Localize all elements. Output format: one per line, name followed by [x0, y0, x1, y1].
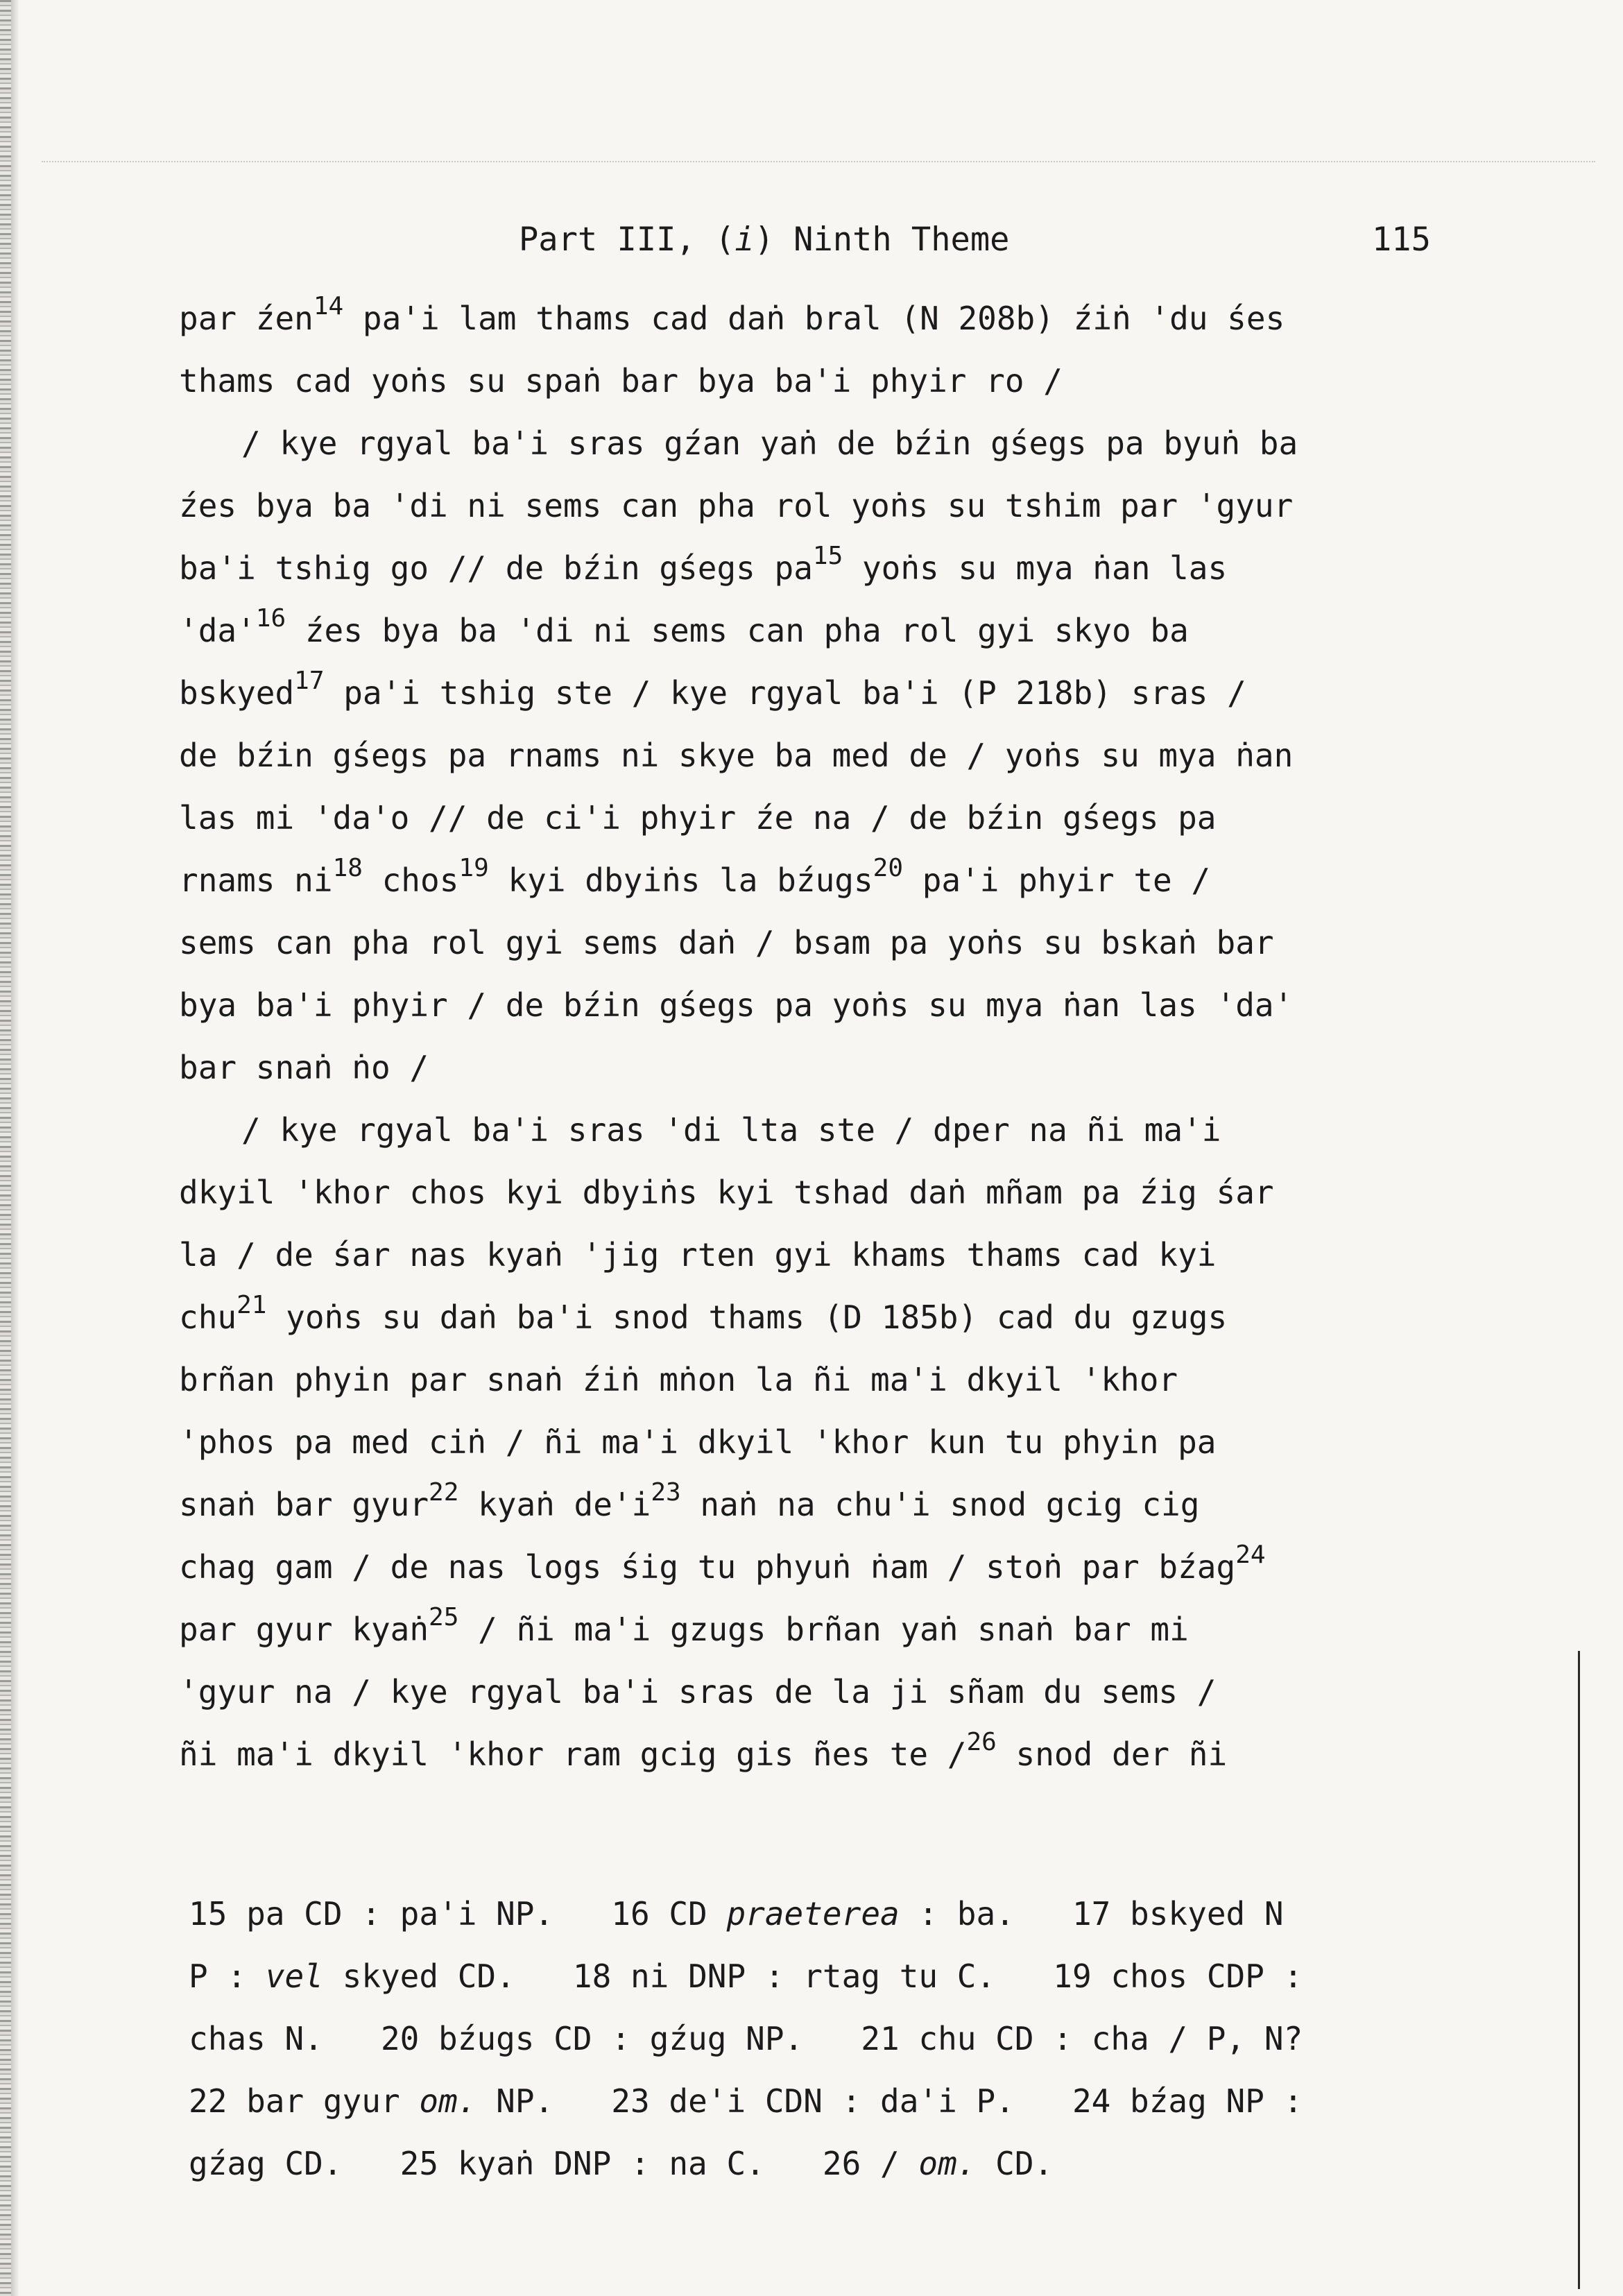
- text-line: brñan phyin par snaṅ źiṅ mṅon la ñi ma'i dkyil 'khor: [179, 1361, 1178, 1398]
- footnote-line: 15 pa CD : pa'i NP. 16 CD praeterea : ba. 17 bskyed N: [189, 1895, 1284, 1933]
- margin-rule: [1578, 1651, 1580, 2289]
- text-line: bskyed$^{17}$ pa'i tshig ste / kye rgyal ba'i (P 218b) sras /: [179, 667, 1246, 712]
- footnote-ref: 25: [429, 1603, 459, 1632]
- footnote-ref: 20: [873, 854, 904, 883]
- footnote-ref: 17: [294, 667, 325, 696]
- text-line: par źen$^{14}$ pa'i lam thams cad daṅ bral (N 208b) źiṅ 'du śes: [179, 292, 1285, 337]
- text-line: bya ba'i phyir / de bźin gśegs pa yoṅs su mya ṅan las 'da': [179, 986, 1294, 1024]
- footnote-ref: 15: [812, 542, 843, 571]
- footnote-line: P : vel skyed CD. 18 ni DNP : rtag tu C. 19 chos CDP :: [189, 1957, 1303, 1995]
- binding-edge: [0, 0, 11, 2296]
- text-line: chu$^{21}$ yoṅs su daṅ ba'i snod thams (D 185b) cad du gzugs: [179, 1291, 1228, 1336]
- text-line: thams cad yoṅs su spaṅ bar bya ba'i phyir ro /: [179, 362, 1063, 400]
- binding-shadow: [11, 0, 19, 2296]
- text-line: '$da'^{16}$ źes bya ba 'di ni sems can pha rol gyi skyo ba: [179, 604, 1189, 649]
- footnote-line: gźag CD. 25 kyaṅ DNP : na C. 26 / om. CD.: [189, 2145, 1054, 2182]
- text-line: bar snaṅ ṅo /: [179, 1049, 429, 1086]
- text-line: sems can pha rol gyi sems daṅ / bsam pa yoṅs su bskaṅ bar: [179, 924, 1274, 961]
- text-line: las mi 'da'o // de ci'i phyir źe na / de bźin gśegs pa: [179, 799, 1217, 837]
- footnote-ref: 24: [1235, 1541, 1266, 1570]
- text-line: 'phos pa med ciṅ / ñi ma'i dkyil 'khor kun tu phyin pa: [179, 1423, 1217, 1461]
- text-line: ñi ma'i dkyil 'khor ram gcig gis ñes te /$^{26}$ snod der ñi: [179, 1728, 1228, 1773]
- text-line: la / de śar nas kyaṅ 'jig rten gyi khams thams cad kyi: [179, 1236, 1217, 1274]
- running-title: Part III, (i) Ninth Theme: [519, 221, 1010, 259]
- text-line: / kye rgyal ba'i sras 'di lta ste / dper na ñi ma'i: [241, 1111, 1221, 1149]
- text-line: / kye rgyal ba'i sras gźan yaṅ de bźin gśegs pa byuṅ ba: [241, 425, 1298, 462]
- text-line: snaṅ bar gyur$^{22}$ kyaṅ $de'i^{23}$ naṅ na chu'i snod gcig cig: [179, 1478, 1200, 1523]
- running-header: [0, 221, 1623, 262]
- footnote-ref: 21: [237, 1291, 267, 1320]
- footnote-ref: 14: [313, 292, 344, 321]
- footnote-ref: 22: [429, 1478, 459, 1507]
- footnote-line: 22 bar gyur om. NP. 23 de'i CDN : da'i P. 24 bźag NP :: [189, 2082, 1303, 2120]
- footnote-ref: 23: [651, 1478, 681, 1507]
- footnote-ref: 16: [255, 604, 286, 633]
- footnote-ref: 26: [966, 1728, 997, 1757]
- text-line: ba'i tshig go // de bźin gśegs $pa^{15}$ yoṅs su mya ṅan las: [179, 542, 1228, 587]
- text-line: chag gam / de nas logs śig tu phyuṅ ṅam / stoṅ par bźag$^{24}$: [179, 1541, 1266, 1586]
- text-line: źes bya ba 'di ni sems can pha rol yoṅs su tshim par 'gyur: [179, 487, 1294, 524]
- page-number: 115: [1372, 221, 1431, 259]
- text-line: 'gyur na / kye rgyal ba'i sras de la ji sñam du sems /: [179, 1673, 1217, 1711]
- text-line: par gyur kyaṅ$^{25}$ / ñi ma'i gzugs brñan yaṅ snaṅ bar mi: [179, 1603, 1189, 1648]
- footnote-line: chas N. 20 bźugs CD : gźug NP. 21 chu CD : cha / P, N?: [189, 2020, 1303, 2057]
- footnote-ref: 19: [458, 854, 489, 883]
- text-line: de bźin gśegs pa rnams ni skye ba med de / yoṅs su mya ṅan: [179, 737, 1294, 774]
- text-line: rnams $ni^{18}$ chos$^{19}$ kyi dbyiṅs la bźugs$^{20}$ pa'i phyir te /: [179, 854, 1211, 899]
- text-line: dkyil 'khor chos kyi dbyiṅs kyi tshad daṅ mñam pa źig śar: [179, 1174, 1274, 1211]
- page-fold-line: [42, 161, 1595, 162]
- footnote-ref: 18: [332, 854, 363, 883]
